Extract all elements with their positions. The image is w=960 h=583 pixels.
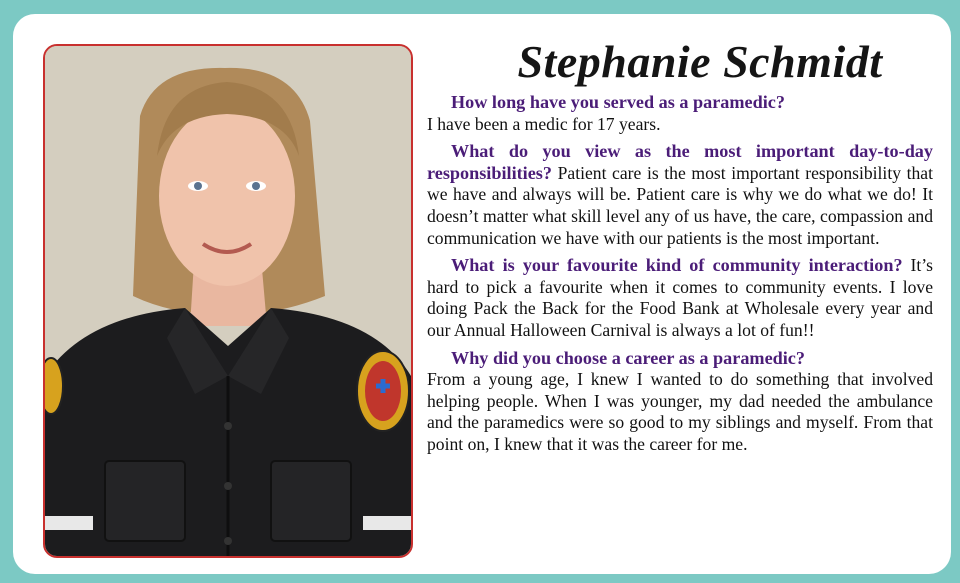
question-text: Why did you choose a career as a paramedic? — [451, 347, 805, 368]
paramedic-portrait-icon — [45, 46, 411, 556]
portrait-photo — [43, 44, 413, 558]
profile-name: Stephanie Schmidt — [517, 36, 883, 87]
answer-text: I have been a medic for 17 years. — [427, 113, 661, 134]
interview-text — [427, 34, 933, 462]
qa-item-2 — [427, 141, 933, 249]
qa-item-3 — [427, 255, 933, 341]
profile-card — [13, 14, 951, 574]
question-text: How long have you served as a paramedic? — [451, 92, 785, 112]
question-text: What do you view as the most important day-to-day responsibilities? — [427, 141, 933, 183]
qa-item-4 — [427, 348, 933, 456]
qa-item-1 — [427, 92, 933, 135]
question-text: What is your favourite kind of community interaction? — [451, 255, 903, 276]
answer-text: It’s hard to pick a favourite when it comes to community events. I love doing Pack the Back for the Food Bank at Wholesale every year and our Annual Halloween Carnival is always a lot of fun!! — [427, 255, 933, 340]
answer-text: Patient care is the most important responsibility that we have and always will be. Patient care is why we do what we do! It doesn’t matter what skill level any of us have, the care, compassion and communication we have with our patients is the most important. — [427, 162, 933, 248]
answer-text: From a young age, I knew I wanted to do something that involved helping people. When I was younger, my dad needed the ambulance and the paramedics were so good to my siblings and myself. From that point on, I knew that it was the career for me. — [427, 369, 933, 454]
